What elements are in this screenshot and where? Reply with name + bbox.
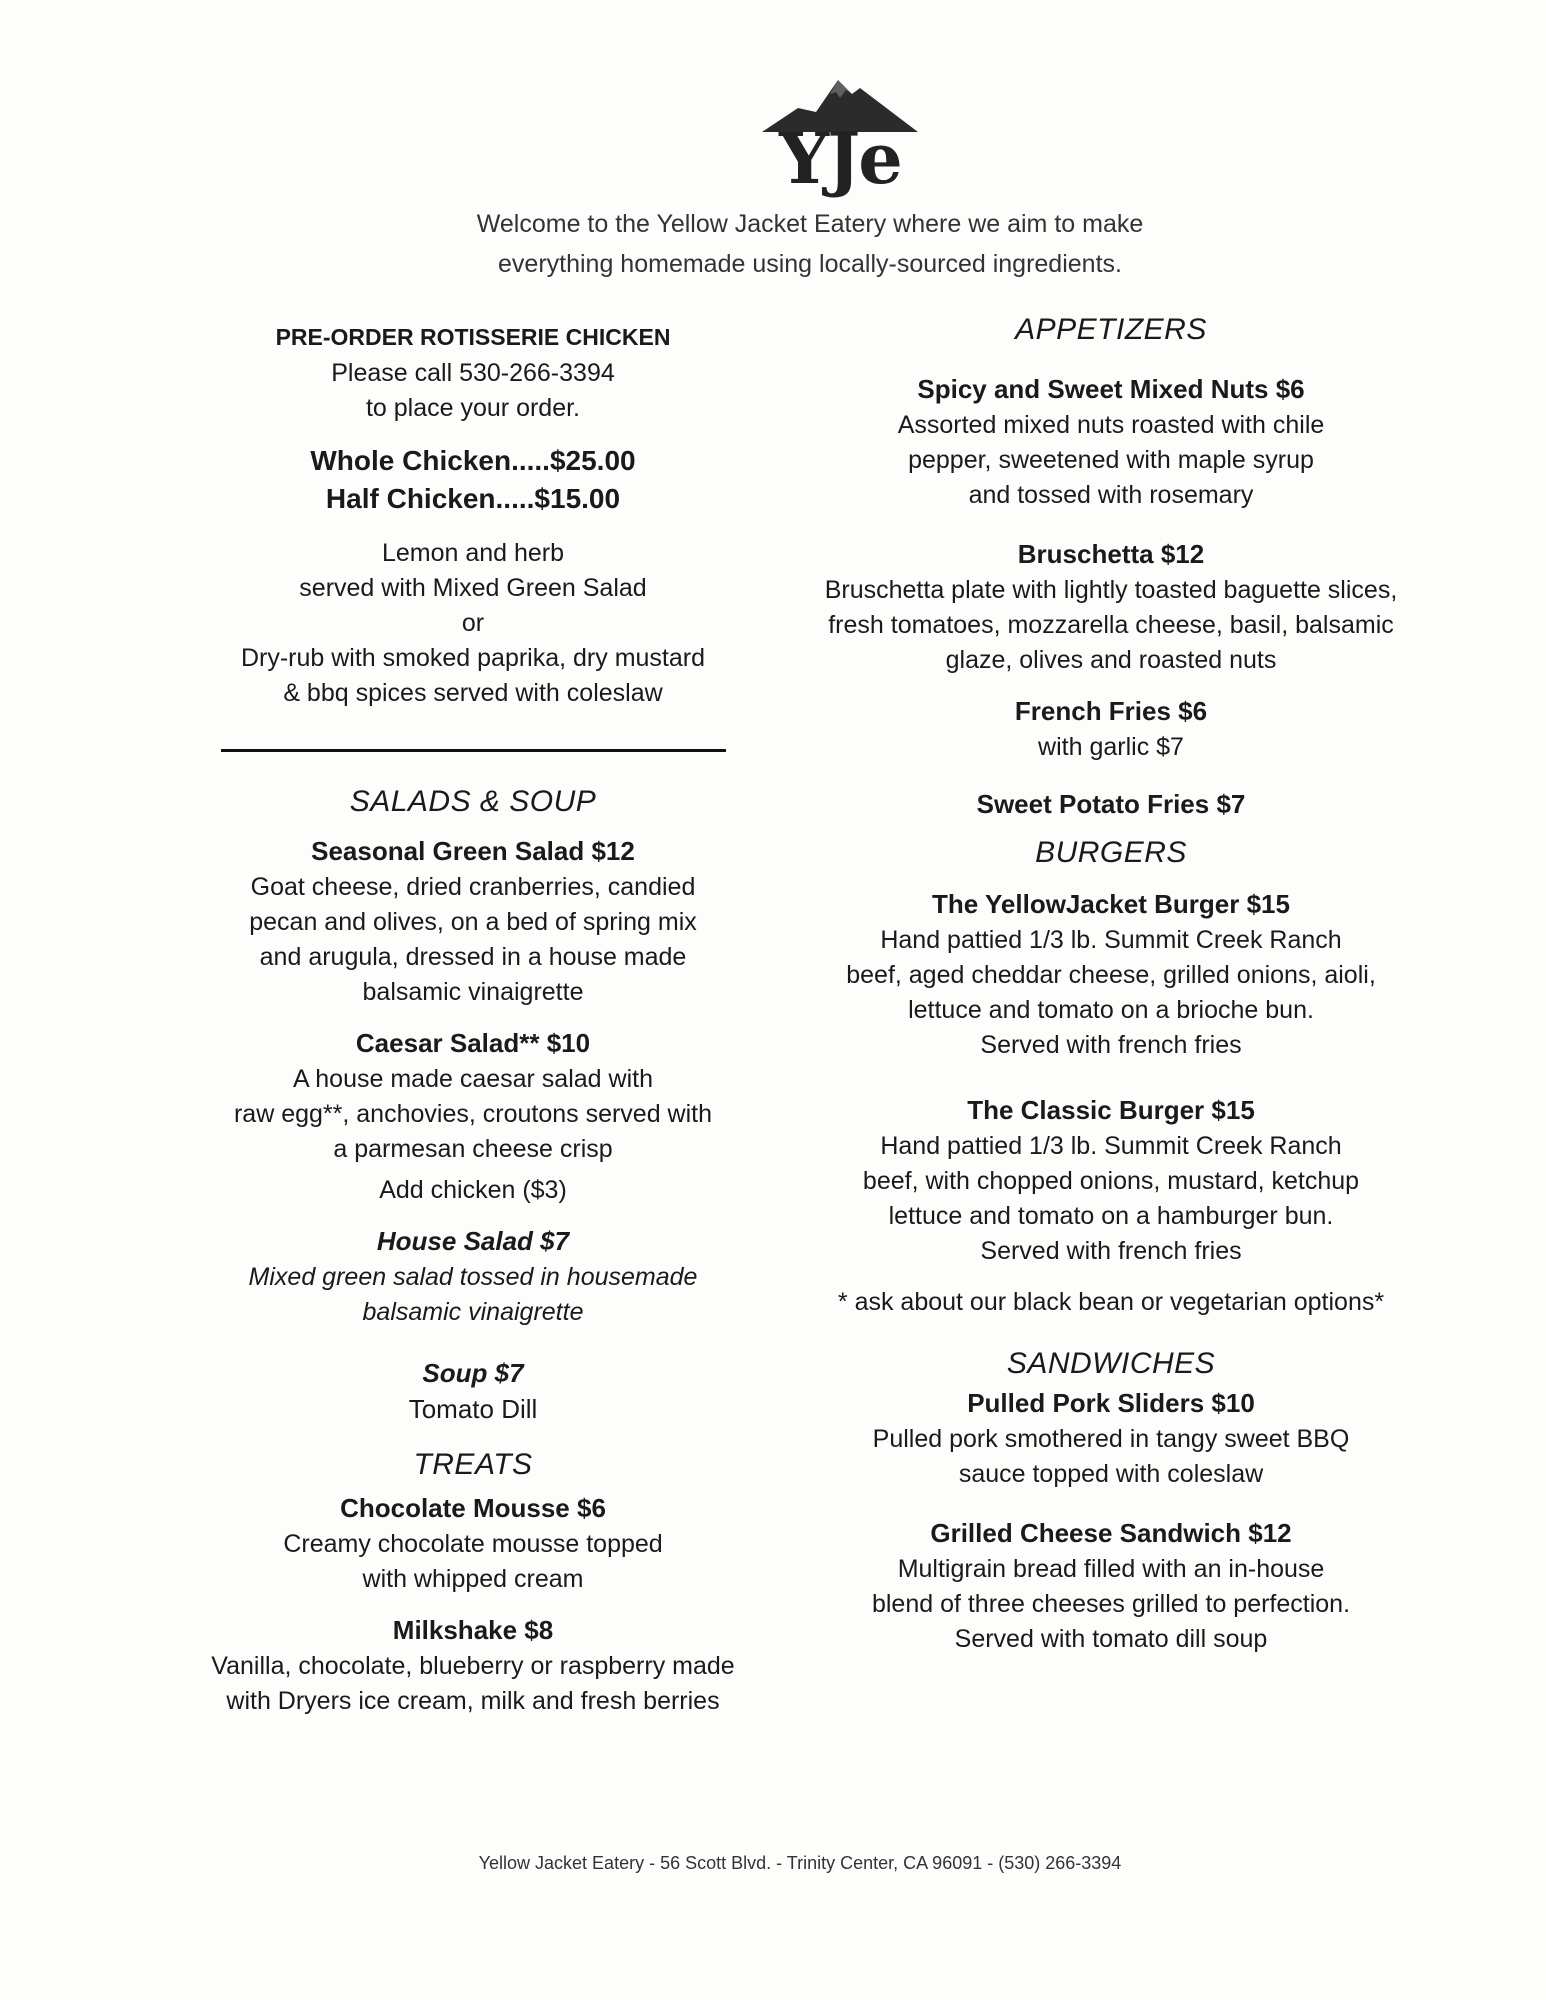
menu-item-description: Served with tomato dill soup xyxy=(954,1625,1268,1653)
rotisserie-call: Please call 530-266-3394 xyxy=(331,359,615,387)
treats-section xyxy=(193,1445,753,1719)
menu-item-description: sauce topped with coleslaw xyxy=(958,1460,1264,1488)
menu-item-description: beef, aged cheddar cheese, grilled onions, aioli, xyxy=(846,961,1376,989)
burgers-section xyxy=(776,833,1446,1320)
menu-item-description: Creamy chocolate mousse topped xyxy=(283,1530,663,1558)
menu-item-description: pecan and olives, on a bed of spring mix xyxy=(249,908,697,936)
intro-line: Welcome to the Yellow Jacket Eatery where we aim to make xyxy=(476,210,1144,238)
menu-item-description: glaze, olives and roasted nuts xyxy=(945,646,1277,674)
menu-item-description: Mixed green salad tossed in housemade xyxy=(248,1263,698,1291)
classic-burger-title: The Classic Burger $15 xyxy=(967,1095,1255,1125)
right-column xyxy=(776,310,1446,1657)
sandwiches-section xyxy=(776,1344,1446,1657)
menu-item-description: raw egg**, anchovies, croutons served with xyxy=(233,1100,713,1128)
rotisserie-option-line: served with Mixed Green Salad xyxy=(299,574,647,602)
sweet-potato-fries-title: Sweet Potato Fries $7 xyxy=(976,789,1246,819)
sandwiches-heading: SANDWICHES xyxy=(1006,1347,1216,1380)
menu-item-description: Bruschetta plate with lightly toasted baguette slices, xyxy=(824,576,1398,604)
house-salad-title: House Salad $7 xyxy=(376,1226,570,1256)
menu-item-description: A house made caesar salad with xyxy=(293,1065,653,1093)
soup-description: Tomato Dill xyxy=(408,1394,538,1424)
rotisserie-title: PRE-ORDER ROTISSERIE CHICKEN xyxy=(275,324,671,350)
intro-text xyxy=(450,204,1170,284)
menu-item-description: pepper, sweetened with maple syrup xyxy=(908,446,1314,474)
pulled-pork-sliders-title: Pulled Pork Sliders $10 xyxy=(967,1388,1255,1418)
menu-item-description: Served with french fries xyxy=(980,1237,1242,1265)
logo-text: YJe xyxy=(779,117,901,200)
rotisserie-order: to place your order. xyxy=(365,394,580,422)
menu-item-description: and tossed with rosemary xyxy=(968,481,1254,509)
menu-item-description: and arugula, dressed in a house made xyxy=(259,943,687,971)
half-chicken-price: Half Chicken.....$15.00 xyxy=(325,483,621,514)
rotisserie-option-line: Dry-rub with smoked paprika, dry mustard xyxy=(240,644,706,672)
caesar-addon: Add chicken ($3) xyxy=(379,1176,567,1204)
menu-item-description: Goat cheese, dried cranberries, candied xyxy=(250,873,696,901)
burgers-heading: BURGERS xyxy=(1035,836,1187,869)
menu-item-description: a parmesan cheese crisp xyxy=(333,1135,613,1163)
bruschetta-title: Bruschetta $12 xyxy=(1017,539,1205,569)
rotisserie-option-line: & bbq spices served with coleslaw xyxy=(283,679,663,707)
mixed-nuts-title: Spicy and Sweet Mixed Nuts $6 xyxy=(917,374,1305,404)
menu-item-description: fresh tomatoes, mozzarella cheese, basil, balsamic xyxy=(828,611,1394,639)
milkshake-title: Milkshake $8 xyxy=(392,1615,554,1645)
yellowjacket-burger-title: The YellowJacket Burger $15 xyxy=(932,889,1290,919)
salads-section xyxy=(193,782,753,1427)
menu-item-description: balsamic vinaigrette xyxy=(362,1298,584,1326)
menu-item-description: with whipped cream xyxy=(362,1565,584,1593)
whole-chicken-price: Whole Chicken.....$25.00 xyxy=(310,445,636,476)
menu-item-description: Assorted mixed nuts roasted with chile xyxy=(897,411,1325,439)
menu-item-description: blend of three cheeses grilled to perfection. xyxy=(871,1590,1351,1618)
menu-item-description: Hand pattied 1/3 lb. Summit Creek Ranch xyxy=(880,1132,1342,1160)
menu-item-description: Hand pattied 1/3 lb. Summit Creek Ranch xyxy=(880,926,1342,954)
salads-heading: SALADS & SOUP xyxy=(349,785,597,818)
intro-line: everything homemade using locally-sourced ingredients. xyxy=(498,250,1122,278)
grilled-cheese-title: Grilled Cheese Sandwich $12 xyxy=(930,1518,1292,1548)
treats-heading: TREATS xyxy=(413,1448,533,1481)
soup-title: Soup $7 xyxy=(422,1358,524,1388)
menu-item-description: Served with french fries xyxy=(980,1031,1242,1059)
menu-item-description: Vanilla, chocolate, blueberry or raspberry made xyxy=(211,1652,735,1680)
rotisserie-option-line: Lemon and herb xyxy=(381,539,565,567)
menu-item-description: balsamic vinaigrette xyxy=(362,978,584,1006)
menu-item-description: lettuce and tomato on a brioche bun. xyxy=(908,996,1314,1024)
logo xyxy=(760,72,920,200)
menu-item-description: Pulled pork smothered in tangy sweet BBQ xyxy=(872,1425,1350,1453)
menu-item-description: with garlic $7 xyxy=(1038,733,1184,761)
menu-item-description: with Dryers ice cream, milk and fresh berries xyxy=(226,1687,720,1715)
left-column xyxy=(193,318,753,1719)
footer-address: Yellow Jacket Eatery - 56 Scott Blvd. - Trinity Center, CA 96091 - (530) 266-3394 xyxy=(478,1853,1122,1873)
appetizers-heading: APPETIZERS xyxy=(1015,313,1207,346)
menu-item-description: lettuce and tomato on a hamburger bun. xyxy=(888,1202,1334,1230)
rotisserie-section xyxy=(193,318,753,711)
vegetarian-note: * ask about our black bean or vegetarian options* xyxy=(837,1288,1385,1316)
appetizers-section xyxy=(776,310,1446,823)
caesar-salad-title: Caesar Salad** $10 xyxy=(355,1028,591,1058)
french-fries-title: French Fries $6 xyxy=(1014,696,1208,726)
rotisserie-or: or xyxy=(461,609,485,637)
menu-item-description: beef, with chopped onions, mustard, ketchup xyxy=(862,1167,1360,1195)
menu-item-description: Multigrain bread filled with an in-house xyxy=(897,1555,1325,1583)
chocolate-mousse-title: Chocolate Mousse $6 xyxy=(340,1493,606,1523)
seasonal-salad-title: Seasonal Green Salad $12 xyxy=(311,836,635,866)
